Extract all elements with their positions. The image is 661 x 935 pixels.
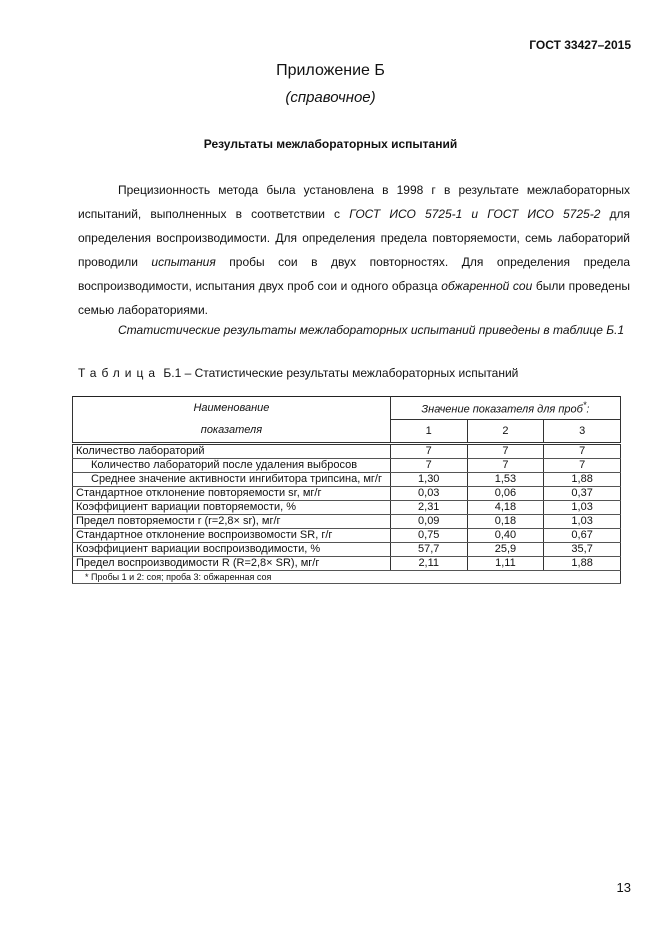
paragraph-text: пробы сои в двух повторностях. Для определения предела воспроизводимости, испытания двух проб сои и одного образца	[78, 255, 630, 293]
header-group: Значение показателя для проб*:	[390, 397, 620, 420]
row-name: Стандартное отклонение повторяемости sr, мг/г	[73, 487, 391, 501]
table-row	[73, 529, 621, 543]
row-value: 7	[467, 444, 544, 459]
row-name: Количество лабораторий	[73, 444, 391, 459]
row-name: Среднее значение активности ингибитора трипсина, мг/г	[73, 473, 391, 487]
header-col-2: 2	[467, 420, 544, 444]
standard-reference: ГОСТ ИСО 5725-1	[349, 207, 463, 221]
row-value: 1,11	[467, 557, 544, 571]
row-value: 0,40	[467, 529, 544, 543]
statistics-paragraph	[78, 318, 630, 342]
row-name: Предел повторяемости r (r=2,8× sr), мг/г	[73, 515, 391, 529]
table-row	[73, 444, 621, 459]
row-value: 7	[544, 459, 621, 473]
section-title: Результаты межлабораторных испытаний	[203, 137, 458, 151]
row-value: 0,37	[544, 487, 621, 501]
standard-reference: ГОСТ ИСО 5725-2	[487, 207, 601, 221]
row-value: 2,31	[390, 501, 467, 515]
row-value: 0,06	[467, 487, 544, 501]
table-row	[73, 501, 621, 515]
row-value: 1,03	[544, 515, 621, 529]
row-value: 0,75	[390, 529, 467, 543]
table-row	[73, 487, 621, 501]
table-footnote-row	[73, 571, 621, 584]
row-name: Количество лабораторий после удаления выбросов	[73, 459, 391, 473]
emphasis-text: обжаренной сои	[441, 279, 533, 293]
emphasis-text: испытания	[151, 255, 216, 269]
table-row	[73, 557, 621, 571]
statistics-table	[72, 396, 621, 584]
document-code: ГОСТ 33427–2015	[529, 38, 631, 52]
table-row	[73, 543, 621, 557]
table-caption	[78, 366, 518, 380]
row-value: 0,67	[544, 529, 621, 543]
row-value: 7	[544, 444, 621, 459]
paragraph-text: Статистические результаты межлабораторных испытаний приведены в таблице Б.1	[118, 323, 625, 337]
page-number: 13	[616, 880, 631, 895]
precision-paragraph	[78, 178, 630, 322]
row-value: 1,30	[390, 473, 467, 487]
table-caption-label: Таблица	[78, 366, 161, 380]
row-value: 57,7	[390, 543, 467, 557]
row-name: Коэффициент вариации повторяемости, %	[73, 501, 391, 515]
row-value: 1,03	[544, 501, 621, 515]
table-row	[73, 473, 621, 487]
table-row	[73, 459, 621, 473]
row-value: 1,88	[544, 557, 621, 571]
header-name-top: Наименование	[73, 397, 391, 420]
table-caption-text: Б.1 – Статистические результаты межлабораторных испытаний	[160, 366, 519, 380]
paragraph-text: для определения воспроизводимости. Для определения предела повторяемости, семь лабораторий проводили	[78, 207, 631, 269]
table-footnote: * Пробы 1 и 2: соя; проба 3: обжаренная соя	[73, 571, 621, 584]
row-value: 4,18	[467, 501, 544, 515]
row-name: Стандартное отклонение воспроизвомости SR, г/г	[73, 529, 391, 543]
appendix-subtitle: (справочное)	[285, 89, 376, 106]
row-value: 0,03	[390, 487, 467, 501]
row-value: 7	[390, 444, 467, 459]
row-value: 7	[467, 459, 544, 473]
row-value: 0,18	[467, 515, 544, 529]
row-name: Коэффициент вариации воспроизводимости, %	[73, 543, 391, 557]
row-value: 25,9	[467, 543, 544, 557]
table-row	[73, 515, 621, 529]
row-value: 1,88	[544, 473, 621, 487]
header-col-1: 1	[390, 420, 467, 444]
paragraph-text: были проведены семью лабораториями.	[78, 279, 630, 317]
row-value: 1,53	[467, 473, 544, 487]
paragraph-text: и	[462, 207, 488, 221]
row-value: 0,09	[390, 515, 467, 529]
row-value: 35,7	[544, 543, 621, 557]
row-value: 2,11	[390, 557, 467, 571]
header-col-3: 3	[544, 420, 621, 444]
header-name-bottom: показателя	[73, 420, 391, 444]
paragraph-text: Прецизионность метода была установлена в 1998 г в результате межлабораторных испытаний, выполненных в соответствии с	[78, 183, 630, 221]
row-name: Предел воспроизводимости R (R=2,8× SR), мг/г	[73, 557, 391, 571]
row-value: 7	[390, 459, 467, 473]
appendix-title: Приложение Б	[276, 62, 385, 79]
